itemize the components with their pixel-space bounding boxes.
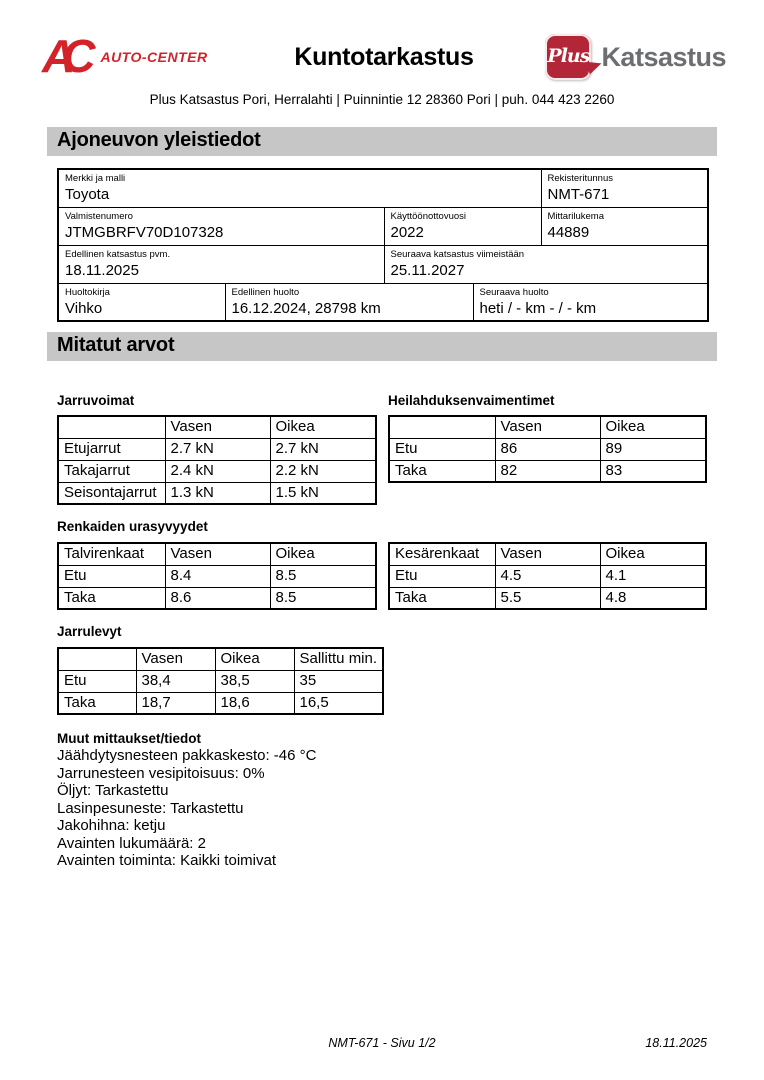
header	[0, 0, 764, 83]
other-measurements-block	[57, 731, 764, 870]
field-rekisteritunnus	[541, 169, 708, 207]
field-kayttoonottovuosi	[384, 207, 541, 245]
table-row	[389, 460, 706, 482]
table-cell: 5.5	[495, 587, 600, 609]
dampers-title: Heilahduksenvaimentimet	[388, 393, 555, 408]
table-header-cell: Oikea	[270, 416, 376, 438]
table-row	[58, 416, 376, 438]
table-cell: 18,7	[136, 692, 215, 714]
field-label: Rekisteritunnus	[547, 173, 613, 184]
winter-tires-table	[57, 542, 377, 610]
summer-tires-table	[388, 542, 707, 610]
table-header-cell	[58, 648, 136, 670]
station-address: Plus Katsastus Pori, Herralahti | Puinnintie 12 28360 Pori | puh. 044 423 2260	[149, 92, 615, 107]
section-header-general: Ajoneuvon yleistiedot	[47, 127, 717, 156]
row-label-cell: Taka	[389, 460, 495, 482]
field-edellinen-huolto	[225, 283, 473, 321]
footer	[0, 1036, 764, 1050]
brake-forces-title: Jarruvoimat	[57, 393, 135, 408]
other-measurement-line: Avainten lukumäärä: 2	[57, 834, 206, 852]
general-info-table	[57, 168, 709, 322]
dampers-table	[388, 415, 707, 483]
table-cell: 8.4	[165, 565, 270, 587]
table-cell: 35	[294, 670, 383, 692]
field-merkki-ja-malli	[58, 169, 541, 207]
auto-center-wordmark: AUTO-CENTER	[100, 48, 208, 65]
other-measurement-line: Jakohihna: ketju	[57, 817, 166, 834]
table-cell: 16,5	[294, 692, 383, 714]
table-cell: 89	[600, 438, 706, 460]
table-row	[58, 565, 376, 587]
table-cell: 82	[495, 460, 600, 482]
table-header-cell: Oikea	[600, 543, 706, 565]
table-header-cell: Oikea	[215, 648, 294, 670]
tread-depths-title: Renkaiden urasyvyydet	[57, 519, 208, 534]
table-cell: 4.5	[495, 565, 600, 587]
table-row	[389, 543, 706, 565]
other-measurement-line: Avainten toiminta: Kaikki toimivat	[57, 852, 276, 869]
table-cell: 2.4 kN	[165, 460, 270, 482]
row-label-cell: Takajarrut	[58, 460, 165, 482]
table-row	[58, 587, 376, 609]
field-edellinen-katsastus	[58, 245, 384, 283]
field-value: NMT-671	[547, 186, 610, 203]
field-label: Huoltokirja	[65, 286, 110, 298]
row-label-cell: Etu	[389, 565, 495, 587]
footer-page-number: NMT-671 - Sivu 1/2	[328, 1036, 436, 1050]
table-header-cell: Oikea	[270, 543, 376, 565]
table-cell: 2.7 kN	[165, 438, 270, 460]
row-label-cell: Etu	[58, 565, 165, 587]
table-header-cell: Vasen	[495, 416, 600, 438]
plus-badge-icon	[545, 34, 591, 80]
dampers-block	[388, 393, 707, 505]
field-mittarilukema	[541, 207, 708, 245]
table-header-cell: Kesärenkaat	[389, 543, 495, 565]
table-header-cell: Vasen	[165, 543, 270, 565]
table-row	[389, 587, 706, 609]
auto-center-logo	[42, 30, 260, 83]
field-value: 44889	[547, 223, 590, 241]
field-label: Käyttöönottovuosi	[390, 210, 467, 222]
brake-discs-title: Jarrulevyt	[57, 624, 122, 639]
table-row	[58, 460, 376, 482]
table-cell: 8.5	[270, 587, 376, 609]
brake-forces-table	[57, 415, 377, 505]
field-value: Toyota	[65, 186, 110, 203]
table-header-cell: Vasen	[495, 543, 600, 565]
field-value: Vihko	[65, 299, 103, 317]
table-header-cell: Vasen	[165, 416, 270, 438]
field-label: Valmistenumero	[65, 210, 133, 222]
row-label-cell: Etujarrut	[58, 438, 165, 460]
field-label: Edellinen huolto	[231, 286, 300, 298]
field-label: Seuraava katsastus viimeistään	[390, 248, 525, 260]
table-cell: 38,4	[136, 670, 215, 692]
section-header-measured: Mitatut arvot	[47, 332, 717, 361]
table-row	[58, 438, 376, 460]
table-row	[58, 670, 383, 692]
field-seuraava-katsastus	[384, 245, 708, 283]
table-row	[58, 283, 708, 321]
table-row	[58, 482, 376, 504]
table-header-cell: Talvirenkaat	[58, 543, 165, 565]
table-cell: 1.5 kN	[270, 482, 376, 504]
brake-discs-table	[57, 647, 384, 715]
auto-center-monogram-icon: AC	[42, 30, 83, 83]
field-seuraava-huolto	[473, 283, 708, 321]
table-cell: 4.8	[600, 587, 706, 609]
footer-date: 18.11.2025	[645, 1036, 707, 1050]
field-label: Merkki ja malli	[65, 173, 126, 184]
table-row	[58, 245, 708, 283]
field-value: JTMGBRFV70D107328	[65, 223, 224, 241]
other-measurement-line: Jäähdytysnesteen pakkaskesto: -46 °C	[57, 747, 317, 764]
plus-katsastus-logo	[508, 34, 726, 80]
other-measurement-line: Öljyt: Tarkastettu	[57, 782, 169, 799]
page-title: Kuntotarkastus	[294, 42, 474, 71]
table-header-cell: Sallittu min.	[294, 648, 383, 670]
table-row	[58, 543, 376, 565]
row-label-cell: Etu	[389, 438, 495, 460]
table-row	[58, 207, 708, 245]
row-label-cell: Taka	[58, 587, 165, 609]
field-value: 18.11.2025	[65, 261, 139, 279]
other-measurement-line: Lasinpesuneste: Tarkastettu	[57, 799, 244, 817]
table-row	[58, 692, 383, 714]
other-measurements-title: Muut mittaukset/tiedot	[57, 731, 201, 746]
table-cell: 4.1	[600, 565, 706, 587]
tires-row	[57, 542, 707, 610]
table-cell: 1.3 kN	[165, 482, 270, 504]
table-row	[58, 169, 708, 207]
table-cell: 38,5	[215, 670, 294, 692]
table-cell: 83	[600, 460, 706, 482]
field-label: Edellinen katsastus pvm.	[65, 248, 171, 260]
field-label: Seuraava huolto	[479, 286, 549, 298]
field-value: 16.12.2024, 28798 km	[231, 299, 381, 317]
table-header-cell	[58, 416, 165, 438]
table-cell: 2.7 kN	[270, 438, 376, 460]
table-row	[389, 416, 706, 438]
plus-badge-label: Plus	[547, 45, 590, 67]
katsastus-wordmark: Katsastus	[601, 41, 726, 72]
row-label-cell: Seisontajarrut	[58, 482, 165, 504]
brakes-dampers-row	[57, 393, 707, 505]
field-value: 25.11.2027	[390, 261, 465, 279]
table-header-cell: Oikea	[600, 416, 706, 438]
row-label-cell: Taka	[58, 692, 136, 714]
brake-forces-block	[57, 393, 377, 505]
table-row	[58, 648, 383, 670]
table-header-cell: Vasen	[136, 648, 215, 670]
table-cell: 18,6	[215, 692, 294, 714]
row-label-cell: Taka	[389, 587, 495, 609]
table-header-cell	[389, 416, 495, 438]
table-cell: 8.6	[165, 587, 270, 609]
field-value: 2022	[390, 223, 424, 241]
table-cell: 86	[495, 438, 600, 460]
table-cell: 2.2 kN	[270, 460, 376, 482]
field-value: heti / - km - / - km	[479, 299, 597, 317]
row-label-cell: Etu	[58, 670, 136, 692]
table-row	[389, 438, 706, 460]
field-valmistenumero	[58, 207, 384, 245]
field-label: Mittarilukema	[547, 210, 604, 222]
table-row	[389, 565, 706, 587]
other-measurement-line: Jarrunesteen vesipitoisuus: 0%	[57, 764, 265, 782]
field-huoltokirja	[58, 283, 225, 321]
table-cell: 8.5	[270, 565, 376, 587]
